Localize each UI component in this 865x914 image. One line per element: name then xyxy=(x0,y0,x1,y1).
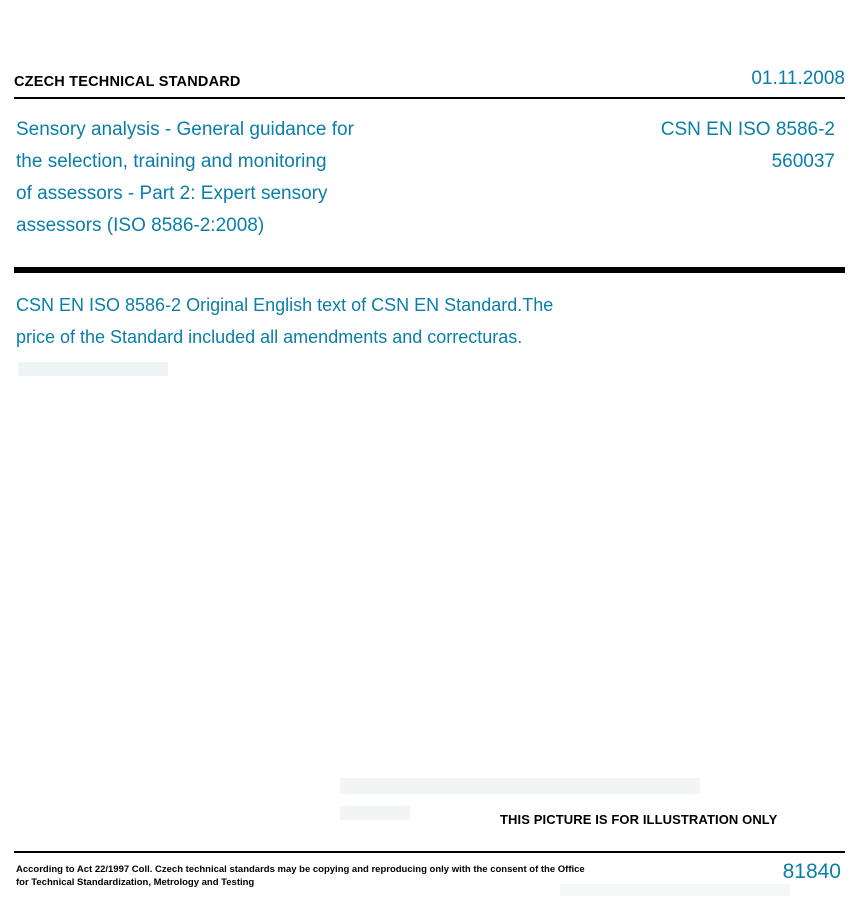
header-row xyxy=(14,68,845,96)
standard-title-block xyxy=(16,114,496,242)
title-line: the selection, training and monitoring xyxy=(16,151,327,172)
title-line: of assessors - Part 2: Expert sensory xyxy=(16,183,328,204)
page-title: CZECH TECHNICAL STANDARD xyxy=(14,74,241,90)
footer-note-line: for Technical Standardization, Metrology and Testing xyxy=(16,877,255,888)
title-line: Sensory analysis - General guidance for xyxy=(16,119,354,140)
title-line: assessors (ISO 8586-2:2008) xyxy=(16,215,265,236)
description-line: price of the Standard included all amendments and correcturas. xyxy=(16,327,523,347)
standard-code-block xyxy=(661,114,835,178)
divider-middle xyxy=(14,267,845,273)
publication-date: 01.11.2008 xyxy=(751,68,845,89)
faint-artifact xyxy=(560,884,790,896)
divider-footer xyxy=(14,851,845,853)
standard-designation: CSN EN ISO 8586-2 xyxy=(660,119,835,140)
footer-copyright-note xyxy=(16,863,616,889)
faint-artifact xyxy=(340,778,700,794)
description-line: CSN EN ISO 8586-2 Original English text of CSN EN Standard.The xyxy=(16,295,554,315)
faint-artifact xyxy=(340,806,410,820)
footer-order-number: 81840 xyxy=(782,860,841,883)
standard-classification-number: 560037 xyxy=(771,151,835,172)
illustration-disclaimer: THIS PICTURE IS FOR ILLUSTRATION ONLY xyxy=(500,812,778,827)
footer-note-line: According to Act 22/1997 Coll. Czech technical standards may be copying and reproducing only with the consent of the Office xyxy=(16,864,585,875)
standard-description-block xyxy=(16,289,716,353)
faint-artifact xyxy=(18,362,168,376)
divider-top xyxy=(14,97,845,99)
